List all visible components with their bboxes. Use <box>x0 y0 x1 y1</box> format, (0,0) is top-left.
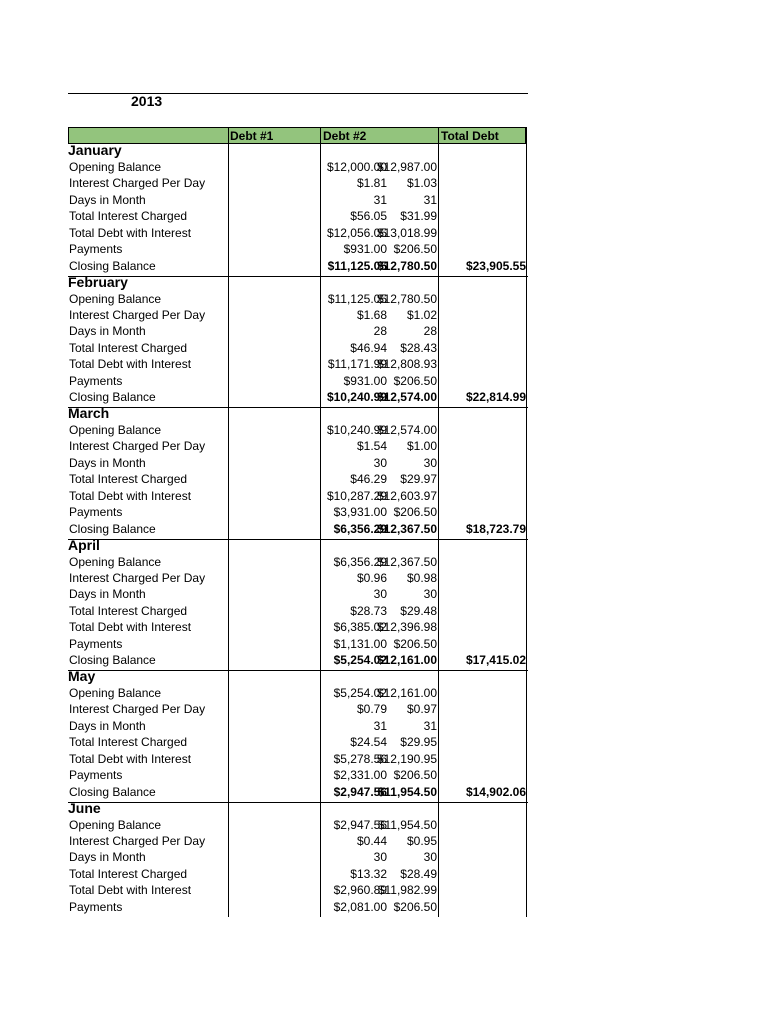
row-label: Days in Month <box>69 192 146 207</box>
row-label: Total Debt with Interest <box>69 883 192 898</box>
debt-1-value: $6,356.29 <box>333 521 387 536</box>
total-debt-value: $18,723.79 <box>465 521 526 536</box>
month-title: April <box>68 536 100 553</box>
row-label: Opening Balance <box>69 686 162 700</box>
debt-2-value: $29.95 <box>400 735 437 750</box>
row-total <box>68 225 528 242</box>
row-interest <box>68 340 528 357</box>
row-label: Closing Balance <box>69 784 156 799</box>
row-closing <box>68 258 528 275</box>
debt-1-value: 30 <box>373 455 387 470</box>
debt-2-value: $1.02 <box>406 307 437 322</box>
debt-2-value: $206.50 <box>393 768 437 783</box>
total-debt-value: $22,814.99 <box>465 390 526 405</box>
total-debt-value: $14,902.06 <box>465 784 526 799</box>
row-opening <box>68 291 528 308</box>
row-label: Opening Balance <box>69 817 162 832</box>
debt-1-value: $2,947.56 <box>333 817 387 832</box>
debt-1-value: $11,125.05 <box>327 291 387 306</box>
debt-1-value: $1.54 <box>356 439 387 454</box>
row-label: Opening Balance <box>69 160 162 174</box>
debt-1-value: $5,278.56 <box>333 751 387 766</box>
debt-1-value: $2,947.56 <box>333 784 387 799</box>
debt-1-value: $0.44 <box>356 833 387 848</box>
debt-2-value: $29.48 <box>400 603 437 618</box>
debt-2-value: $28.43 <box>400 340 437 355</box>
month-separator <box>68 670 528 671</box>
row-label: Total Interest Charged <box>69 866 188 881</box>
row-closing <box>68 652 528 669</box>
debt-2-value: 31 <box>423 192 437 207</box>
debt-1-value: $24.54 <box>350 735 387 750</box>
row-closing <box>68 784 528 801</box>
row-label: Payments <box>69 373 123 388</box>
debt-2-value: $0.95 <box>406 833 437 848</box>
debt-2-value: $206.50 <box>393 373 437 388</box>
row-rate <box>68 438 528 455</box>
row-opening <box>68 685 528 702</box>
row-closing <box>68 389 528 406</box>
debt-1-value: $3,931.00 <box>333 505 387 520</box>
debt-2-value: $31.99 <box>400 209 437 224</box>
row-opening <box>68 554 528 571</box>
month-title: February <box>68 273 128 290</box>
debt-1-value: $10,240.99 <box>326 423 387 437</box>
row-label: Closing Balance <box>69 521 156 536</box>
row-rate <box>68 570 528 587</box>
debt-2-value: $0.98 <box>406 570 437 585</box>
debt-2-value: $12,603.97 <box>376 488 437 503</box>
debt-2-value: $11,954.50 <box>377 817 437 832</box>
debt-1-value: 31 <box>373 718 387 733</box>
debt-2-value: $12,574.00 <box>376 423 437 437</box>
row-label: Days in Month <box>69 850 146 865</box>
debt-1-value: $11,171.99 <box>327 357 387 372</box>
debt-1-value: $2,960.89 <box>333 883 387 898</box>
row-payments <box>68 373 528 390</box>
debt-2-value: 30 <box>423 850 437 865</box>
row-interest <box>68 734 528 751</box>
month-separator <box>68 539 528 540</box>
debt-1-value: $5,254.02 <box>333 686 387 700</box>
row-label: Closing Balance <box>69 653 156 668</box>
debt-2-value: 28 <box>423 324 437 339</box>
month-title: May <box>68 668 96 684</box>
row-payments <box>68 899 528 916</box>
row-days <box>68 849 528 866</box>
row-total <box>68 882 528 899</box>
debt-2-value: $206.50 <box>393 505 437 520</box>
debt-1-value: $6,356.29 <box>333 554 387 569</box>
row-days <box>68 718 528 735</box>
debt-1-value: $1.68 <box>356 307 387 322</box>
row-label: Interest Charged Per Day <box>69 176 206 191</box>
row-total <box>68 751 528 768</box>
debt-1-value: $46.94 <box>350 340 387 355</box>
row-label: Days in Month <box>69 718 146 733</box>
row-label: Total Debt with Interest <box>69 488 192 503</box>
row-label: Total Interest Charged <box>69 735 188 750</box>
month-title: June <box>68 799 101 816</box>
row-days <box>68 323 528 340</box>
row-label: Payments <box>69 242 123 257</box>
debt-2-value: $1.03 <box>406 176 437 191</box>
debt-1-value: 28 <box>373 324 387 339</box>
debt-1-value: 30 <box>373 587 387 602</box>
row-label: Total Interest Charged <box>69 209 188 224</box>
row-interest <box>68 471 528 488</box>
row-payments <box>68 504 528 521</box>
debt-1-value: $0.96 <box>356 570 387 585</box>
row-days <box>68 192 528 209</box>
row-label: Days in Month <box>69 455 146 470</box>
debt-2-value: $12,780.50 <box>376 291 437 306</box>
row-label: Payments <box>69 899 123 914</box>
row-label: Total Interest Charged <box>69 603 188 618</box>
row-label: Opening Balance <box>69 291 162 306</box>
row-rate <box>68 175 528 192</box>
debt-2-value: $12,808.93 <box>376 357 437 372</box>
debt-2-value: $12,396.98 <box>376 620 437 635</box>
row-label: Total Debt with Interest <box>69 620 192 635</box>
debt-1-value: $12,000.00 <box>326 160 387 174</box>
debt-2-value: 31 <box>423 718 437 733</box>
debt-2-value: 30 <box>423 455 437 470</box>
row-closing <box>68 521 528 538</box>
debt-1-value: $6,385.02 <box>333 620 387 635</box>
month-title: March <box>68 405 110 421</box>
row-interest <box>68 603 528 620</box>
row-label: Opening Balance <box>69 554 162 569</box>
debt-1-value: $13.32 <box>350 866 387 881</box>
row-opening <box>68 422 528 439</box>
row-label: Total Interest Charged <box>69 340 188 355</box>
debt-2-value: $11,982.99 <box>377 883 437 898</box>
row-opening <box>68 159 528 176</box>
debt-1-value: $1,131.00 <box>333 636 387 651</box>
debt-1-value: 31 <box>373 192 387 207</box>
debt-2-value: $206.50 <box>393 899 437 914</box>
month-title: January <box>68 142 122 158</box>
row-payments <box>68 241 528 258</box>
month-separator <box>68 802 528 803</box>
debt-2-value: $12,190.95 <box>376 751 437 766</box>
debt-1-value: $46.29 <box>350 472 387 487</box>
debt-2-value: $11,954.50 <box>377 784 437 799</box>
row-rate <box>68 307 528 324</box>
debt-2-value: $28.49 <box>400 866 437 881</box>
row-interest <box>68 866 528 883</box>
debt-1-value: 30 <box>373 850 387 865</box>
row-days <box>68 586 528 603</box>
row-label: Interest Charged Per Day <box>69 833 206 848</box>
debt-1-value: $2,331.00 <box>333 768 387 783</box>
row-label: Total Debt with Interest <box>69 225 192 240</box>
debt-1-value: $931.00 <box>343 373 387 388</box>
row-label: Days in Month <box>69 587 146 602</box>
header-debt-1: Debt #1 <box>230 129 274 143</box>
row-label: Payments <box>69 505 123 520</box>
row-days <box>68 455 528 472</box>
row-label: Total Interest Charged <box>69 472 188 487</box>
total-debt-value: $17,415.02 <box>465 653 526 668</box>
debt-2-value: $206.50 <box>393 242 437 257</box>
row-label: Opening Balance <box>69 423 162 437</box>
row-label: Total Debt with Interest <box>69 357 192 372</box>
debt-2-value: 30 <box>423 587 437 602</box>
row-label: Total Debt with Interest <box>69 751 192 766</box>
month-separator <box>68 276 528 277</box>
row-label: Interest Charged Per Day <box>69 439 206 454</box>
debt-1-value: $56.05 <box>350 209 387 224</box>
header-debt-2: Debt #2 <box>323 129 367 143</box>
debt-1-value: $0.79 <box>356 702 387 717</box>
debt-1-value: $28.73 <box>350 603 387 618</box>
debt-2-value: $29.97 <box>400 472 437 487</box>
row-interest <box>68 208 528 225</box>
debt-1-value: $5,254.02 <box>333 653 387 668</box>
row-label: Interest Charged Per Day <box>69 702 206 717</box>
debt-2-value: $12,574.00 <box>376 390 437 405</box>
row-label: Interest Charged Per Day <box>69 570 206 585</box>
debt-2-value: $12,161.00 <box>376 653 437 668</box>
row-label: Payments <box>69 768 123 783</box>
debt-2-value: $13,018.99 <box>376 225 437 240</box>
row-label: Days in Month <box>69 324 146 339</box>
debt-2-value: $12,367.50 <box>376 521 437 536</box>
debt-2-value: $12,161.00 <box>376 686 437 700</box>
row-opening <box>68 817 528 834</box>
row-total <box>68 488 528 505</box>
debt-1-value: $2,081.00 <box>333 899 387 914</box>
debt-1-value: $931.00 <box>343 242 387 257</box>
debt-1-value: $10,287.29 <box>326 488 387 503</box>
total-debt-value: $23,905.55 <box>465 258 526 273</box>
row-label: Closing Balance <box>69 390 156 405</box>
debt-1-value: $10,240.99 <box>326 390 387 405</box>
debt-2-value: $12,987.00 <box>376 160 437 174</box>
debt-1-value: $1.81 <box>356 176 387 191</box>
row-total <box>68 619 528 636</box>
debt-2-value: $12,367.50 <box>376 554 437 569</box>
row-payments <box>68 767 528 784</box>
row-label: Closing Balance <box>69 258 156 273</box>
row-rate <box>68 701 528 718</box>
row-label: Payments <box>69 636 123 651</box>
row-payments <box>68 636 528 653</box>
header-total-debt: Total Debt <box>441 129 499 143</box>
row-label: Interest Charged Per Day <box>69 307 206 322</box>
debt-1-value: $12,056.05 <box>326 225 387 240</box>
year-title: 2013 <box>131 93 163 109</box>
debt-2-value: $206.50 <box>393 636 437 651</box>
debt-1-value: $11,125.05 <box>327 258 387 273</box>
debt-2-value: $12,780.50 <box>376 258 437 273</box>
row-total <box>68 356 528 373</box>
column-header-row <box>68 127 526 144</box>
debt-2-value: $1.00 <box>406 439 437 454</box>
row-rate <box>68 833 528 850</box>
month-separator <box>68 407 528 408</box>
debt-2-value: $0.97 <box>406 702 437 717</box>
